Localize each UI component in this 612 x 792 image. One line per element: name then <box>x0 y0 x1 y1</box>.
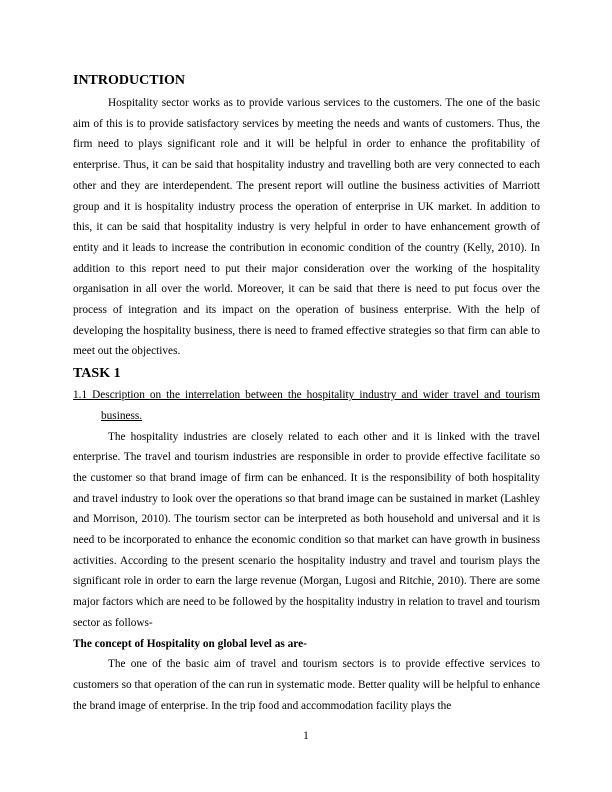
task-1-heading: TASK 1 <box>73 366 121 382</box>
task-1-paragraph: The hospitality industries are closely related to each other and it is linked with the travel enterprise. The travel and tourism industries are responsible in order to provide effective facilitate so the customer so that brand image of firm can be enhanced. It is the responsibility of both hospitality and travel industry to look over the operations so that brand image can be sustained in market (Lashley and Morrison, 2010). The tourism sector can be interpreted as both household and universal and it is need to be incorporated to enhance the economic condition so that market can have growth in business activities. According to the present scenario the hospitality industry and travel and tourism plays the significant role in order to earn the large revenue (Morgan, Lugosi and Ritchie, 2010). There are some major factors which are need to be followed by the hospitality industry in relation to travel and tourism sector as follows- <box>73 430 540 629</box>
introduction-heading: INTRODUCTION <box>73 73 186 88</box>
introduction-paragraph: Hospitality sector works as to provide various services to the customers. The one of the basic aim of this is to provide satisfactory services by meeting the needs and wants of customers. Thus, the firm need to plays significant role and it will be helpful in order to enhance the profitability of enterprise. Thus, it can be said that hospitality industry and travelling both are very connected to each other and they are interdependent. The present report will outline the business activities of Marriott group and it is hospitality industry process the operation of enterprise in UK market. In addition to this, it can be said that hospitality industry is very helpful in order to have enhancement growth of entity and it leads to increase the contribution in economic condition of the country (Kelly, 2010). In addition to this report need to put their major consideration over the working of the hospitality organisation in all over the world. Moreover, it can be said that there is need to put focus over the process of integration and its impact on the operation of business enterprise. With the help of developing the hospitality business, there is need to framed effective strategies so that firm can able to meet out the objectives. <box>73 97 540 358</box>
task-1-subheading: 1.1 Description on the interrelation between the hospitality industry and wider travel and tourism business. <box>73 389 540 422</box>
concept-heading: The concept of Hospitality on global level as are- <box>73 637 307 650</box>
document-page <box>73 72 540 716</box>
concept-paragraph: The one of the basic aim of travel and tourism sectors is to provide effective services to customers so that operation of the can run in systematic mode. Better quality will be helpful to enhance the brand image of enterprise. In the trip food and accommodation facility plays the <box>73 658 540 712</box>
page-number: 1 <box>303 730 309 742</box>
